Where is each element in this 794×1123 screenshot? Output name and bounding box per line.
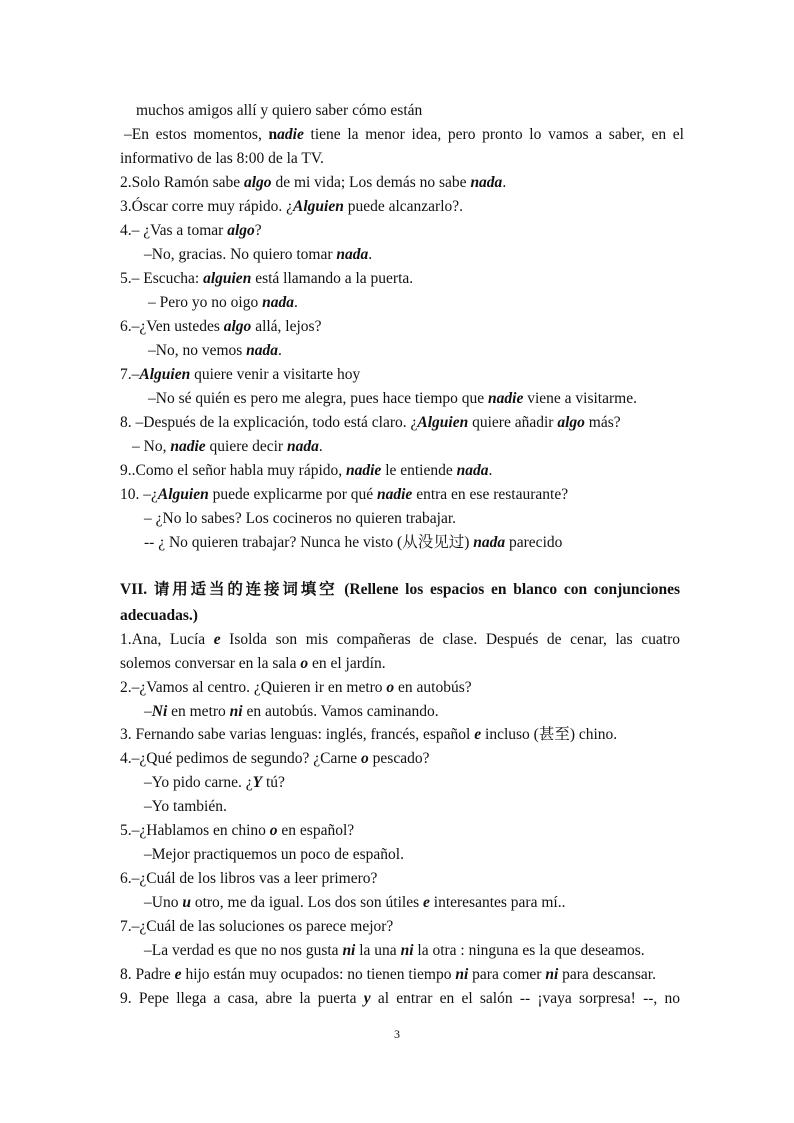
heading-text: adecuadas.) — [120, 607, 198, 624]
text-segment: muchos amigos allí y quiero saber cómo están — [136, 102, 423, 119]
text-segment: . — [293, 294, 298, 311]
text-segment: solemos conversar en la sala — [120, 655, 301, 672]
text-line — [120, 678, 680, 698]
text-segment: . — [318, 438, 323, 455]
keyword: Alguien — [293, 198, 344, 215]
text-segment: en metro — [167, 703, 230, 720]
text-line — [144, 941, 704, 961]
keyword: nada — [336, 246, 369, 263]
keyword: o — [361, 750, 369, 767]
text-line — [120, 317, 680, 337]
text-segment: 4.– ¿Vas a tomar — [120, 222, 228, 239]
text-segment: –Yo pido carne. ¿ — [144, 774, 253, 791]
keyword: nadie — [170, 438, 206, 455]
text-segment: –Mejor practiquemos un poco de español. — [144, 846, 404, 863]
keyword: e — [423, 894, 430, 911]
keyword: nada — [456, 462, 489, 479]
keyword: Y — [252, 774, 263, 791]
text-segment: 7.– — [120, 366, 140, 383]
text-segment: 8. –Después de la explicación, todo está claro. ¿ — [120, 414, 418, 431]
text-segment: – ¿No lo sabes? Los cocineros no quieren trabajar. — [144, 510, 457, 527]
text-segment: 1.Ana, Lucía — [120, 631, 214, 648]
page-number: 3 — [394, 1027, 400, 1041]
text-segment: más? — [584, 414, 621, 431]
keyword: e — [174, 966, 182, 983]
keyword: Ni — [151, 703, 168, 720]
keyword: ni — [400, 942, 414, 959]
text-segment: quiere decir — [205, 438, 287, 455]
text-segment: está llamando a la puerta. — [251, 270, 414, 287]
text-segment: 7.–¿Cuál de las soluciones os parece mejor? — [120, 918, 394, 935]
text-line — [120, 654, 680, 674]
text-line — [136, 101, 696, 121]
text-segment: viene a visitarme. — [523, 390, 637, 407]
text-line — [120, 485, 680, 505]
text-line — [144, 845, 704, 865]
text-segment: . — [502, 174, 507, 191]
text-segment: –No, gracias. No quiero tomar — [144, 246, 337, 263]
text-line — [144, 509, 704, 529]
text-segment: parecido — [505, 534, 563, 551]
keyword: ni — [342, 942, 356, 959]
keyword: nada — [286, 438, 319, 455]
text-line — [144, 245, 704, 265]
keyword: ni — [545, 966, 559, 983]
text-segment: 5.– Escucha: — [120, 270, 204, 287]
keyword: algo — [244, 174, 272, 191]
text-segment: incluso (甚至) chino. — [481, 726, 618, 743]
text-line — [148, 341, 708, 361]
text-segment: ? — [254, 222, 262, 239]
text-segment: 4.–¿Qué pedimos de segundo? ¿Carne — [120, 750, 362, 767]
text-segment: en autobús? — [394, 679, 472, 696]
text-segment: Isolda son mis compañeras de clase. Después de cenar, las cuatro — [220, 631, 680, 648]
text-segment: en autobús. Vamos caminando. — [242, 703, 439, 720]
keyword: o — [269, 822, 278, 839]
text-segment: 8. Padre — [120, 966, 175, 983]
keyword: algo — [557, 414, 585, 431]
section-heading — [120, 606, 680, 626]
text-segment: . — [488, 462, 493, 479]
text-segment: 6.–¿Cuál de los libros vas a leer primero? — [120, 870, 378, 887]
text-segment: 9..Como el señor habla muy rápido, — [120, 462, 346, 479]
keyword: e — [474, 726, 482, 743]
text-line — [144, 797, 704, 817]
keyword: ni — [229, 703, 243, 720]
text-segment: la otra : ninguna es la que deseamos. — [413, 942, 645, 959]
text-line — [120, 917, 680, 937]
text-segment: 3. Fernando sabe varias lenguas: inglés, francés, español — [120, 726, 475, 743]
text-line — [120, 989, 680, 1009]
keyword: e — [213, 631, 221, 648]
text-segment: 10. –¿ — [120, 486, 158, 503]
keyword: nadie — [488, 390, 524, 407]
keyword: algo — [227, 222, 255, 239]
text-segment: –Uno — [144, 894, 183, 911]
text-line — [144, 773, 704, 793]
text-segment: -- ¿ No quieren trabajar? Nunca he visto (从没见过) — [144, 534, 474, 551]
text-segment: – Pero yo no oigo — [148, 294, 263, 311]
text-line — [120, 461, 680, 481]
text-segment: – — [144, 703, 152, 720]
keyword: nadie — [346, 462, 382, 479]
text-segment: tiene la menor idea, pero pronto lo vamos a saber, en el — [303, 126, 684, 143]
text-segment: 3.Óscar corre muy rápido. ¿ — [120, 198, 294, 215]
text-segment: – No, — [132, 438, 171, 455]
text-segment: –No, no vemos — [148, 342, 247, 359]
text-line — [144, 893, 704, 913]
text-segment: para descansar. — [558, 966, 656, 983]
text-segment: le entiende — [381, 462, 457, 479]
text-line — [144, 702, 704, 722]
text-segment: otro, me da igual. Los dos son útiles — [190, 894, 423, 911]
text-line — [120, 725, 680, 745]
text-segment: . — [368, 246, 373, 263]
text-segment: allá, lejos? — [251, 318, 322, 335]
text-segment: al entrar en el salón -- ¡vaya sorpresa! --, no — [370, 990, 681, 1007]
text-segment: en el jardín. — [308, 655, 386, 672]
keyword: Alguien — [157, 486, 209, 503]
keyword: nada — [473, 534, 506, 551]
text-segment: –La verdad es que no nos gusta — [144, 942, 343, 959]
text-segment: de mi vida; Los demás no sabe — [271, 174, 471, 191]
text-line — [120, 149, 680, 169]
text-segment: para comer — [468, 966, 546, 983]
text-line — [120, 173, 680, 193]
keyword: ni — [455, 966, 469, 983]
keyword: o — [300, 655, 309, 672]
text-line — [120, 630, 680, 650]
text-segment: hijo están muy ocupados: no tienen tiempo — [181, 966, 456, 983]
text-line — [148, 293, 708, 313]
text-line — [120, 221, 680, 241]
text-segment: –No sé quién es pero me alegra, pues hace tiempo que — [148, 390, 489, 407]
heading-text: VII. 请用适当的连接词填空 (Rellene los espacios en blanco con conjunciones — [120, 581, 680, 598]
keyword: adie — [277, 126, 304, 143]
text-segment: la una — [355, 942, 401, 959]
text-line — [148, 389, 708, 409]
text-segment: tú? — [262, 774, 285, 791]
text-line — [120, 269, 680, 289]
text-segment: puede explicarme por qué — [208, 486, 377, 503]
text-line — [120, 869, 680, 889]
keyword: Alguien — [139, 366, 191, 383]
text-segment: en español? — [277, 822, 355, 839]
text-segment: interesantes para mí.. — [429, 894, 566, 911]
keyword: algo — [223, 318, 252, 335]
text-segment: puede alcanzarlo?. — [343, 198, 464, 215]
text-line — [144, 533, 704, 553]
text-line — [120, 197, 680, 217]
text-segment: 2.Solo Ramón sabe — [120, 174, 244, 191]
text-line — [120, 821, 680, 841]
text-line — [120, 749, 680, 769]
text-line — [120, 413, 680, 433]
keyword: o — [386, 679, 395, 696]
text-segment: 5.–¿Hablamos en chino — [120, 822, 270, 839]
text-segment: 2.–¿Vamos al centro. ¿Quieren ir en metro — [120, 679, 387, 696]
text-segment: pescado? — [368, 750, 430, 767]
text-segment: –En estos momentos, — [124, 126, 269, 143]
text-line — [132, 437, 692, 457]
keyword: nadie — [377, 486, 413, 503]
text-segment: informativo de las 8:00 de la TV. — [120, 150, 324, 167]
text-segment: –Yo también. — [144, 798, 227, 815]
keyword: alguien — [203, 270, 252, 287]
text-line — [120, 365, 680, 385]
text-segment: 9. Pepe llega a casa, abre la puerta — [120, 990, 364, 1007]
text-segment: quiere añadir — [468, 414, 558, 431]
keyword: nada — [470, 174, 503, 191]
text-segment: entra en ese restaurante? — [412, 486, 569, 503]
keyword: y — [363, 990, 371, 1007]
text-segment: quiere venir a visitarte hoy — [190, 366, 361, 383]
keyword: nada — [262, 294, 294, 311]
keyword: n — [268, 126, 278, 143]
text-segment: 6.–¿Ven ustedes — [120, 318, 224, 335]
text-line — [124, 125, 684, 145]
text-line — [120, 965, 680, 985]
section-heading — [120, 580, 680, 600]
text-segment: . — [278, 342, 282, 359]
keyword: nada — [246, 342, 279, 359]
keyword: Alguien — [417, 414, 469, 431]
keyword: u — [182, 894, 191, 911]
